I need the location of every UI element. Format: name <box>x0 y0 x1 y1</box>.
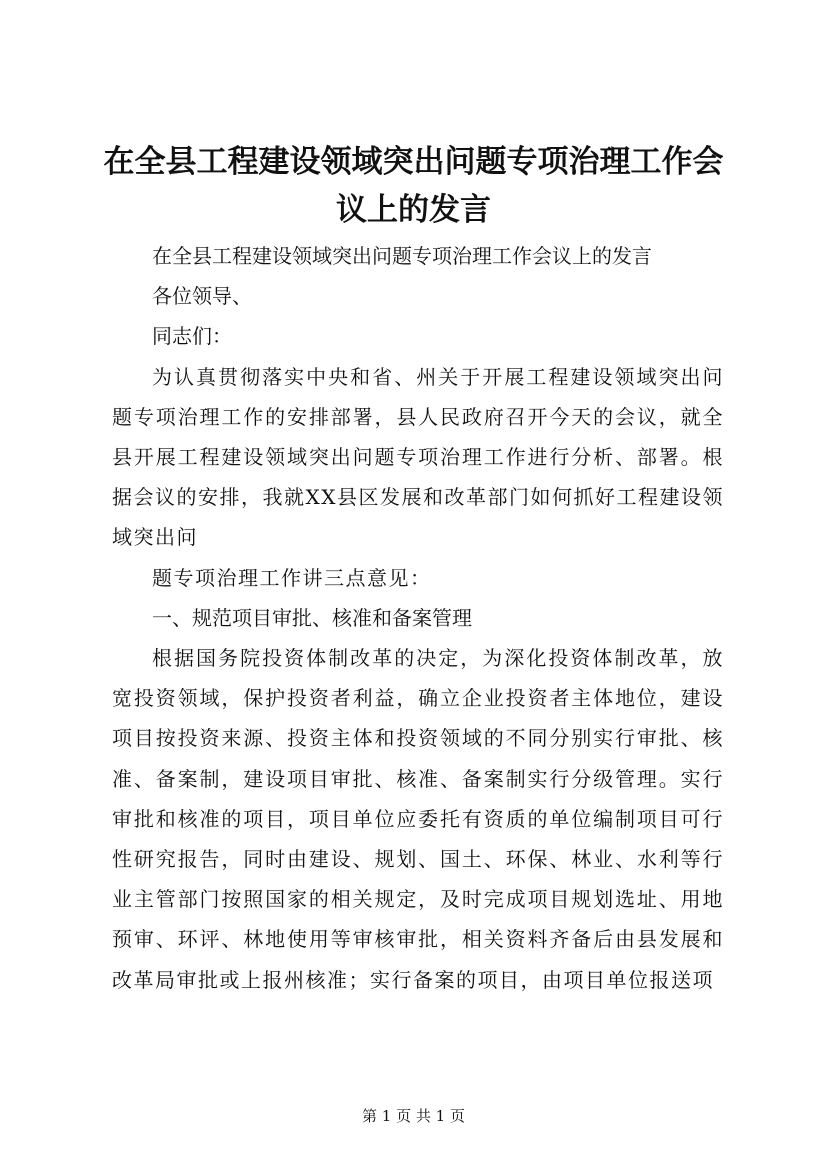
body-paragraph: 为认真贯彻落实中央和省、州关于开展工程建设领域突出问题专项治理工作的安排部署，县人民政府召开今天的会议，就全县开展工程建设领域突出问题专项治理工作进行分析、部署。根据会议的安排，我就XX县区发展和改革部门如何抓好工程建设领域突出问 <box>112 364 724 550</box>
document-body <box>112 236 724 1000</box>
body-paragraph: 根据国务院投资体制改革的决定，为深化投资体制改革，放宽投资领域，保护投资者利益，确立企业投资者主体地位，建设项目按投资来源、投资主体和投资领域的不同分别实行审批、核准、备案制，建设项目审批、核准、备案制实行分级管理。实行审批和核准的项目，项目单位应委托有资质的单位编制项目可行性研究报告，同时由建设、规划、国土、环保、林业、水利等行业主管部门按照国家的相关规定，及时完成项目规划选址、用地预审、环评、林地使用等审核审批，相关资料齐备后由县发展和改革局审批或上报州核准；实行备案的项目，由项目单位报送项 <box>112 646 724 992</box>
body-paragraph: 题专项治理工作讲三点意见： <box>152 565 432 590</box>
body-paragraph: 各位领导、 <box>152 284 252 309</box>
section-heading: 一、规范项目审批、核准和备案管理 <box>152 605 472 630</box>
page-number-footer: 第 1 页 共 1 页 <box>362 1107 465 1125</box>
document-title: 在全县工程建设领域突出问题专项治理工作会议上的发言 <box>103 144 724 228</box>
body-paragraph: 在全县工程建设领域突出问题专项治理工作会议上的发言 <box>152 244 652 268</box>
body-paragraph: 同志们： <box>152 324 232 349</box>
